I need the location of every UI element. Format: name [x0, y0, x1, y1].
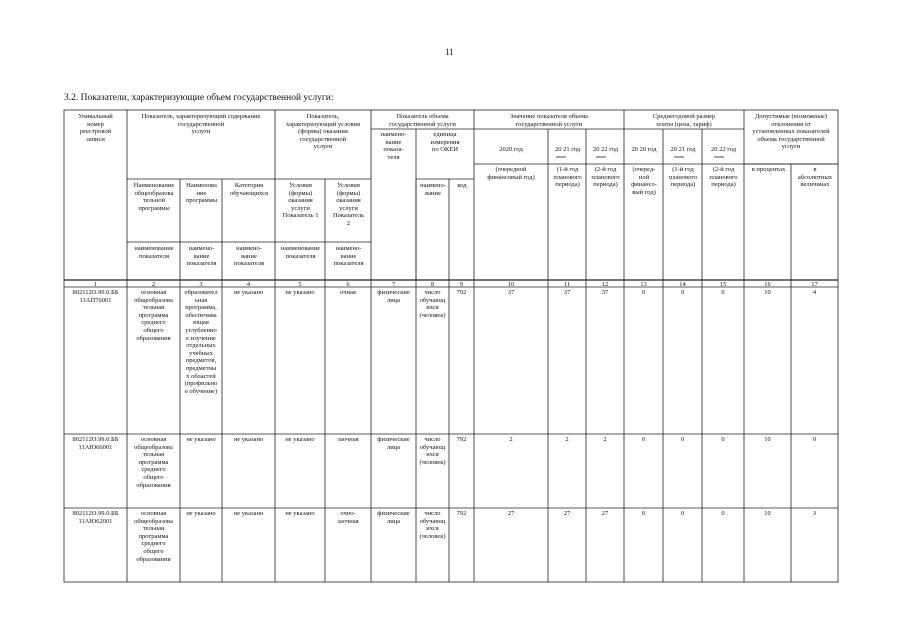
header-price-second-plan: (2-й год планового периода) — [709, 166, 738, 189]
table-cell-c12: 2 — [603, 436, 607, 443]
table-cell-c15: 0 — [721, 289, 725, 296]
table-cell-c5: не указано — [285, 510, 315, 517]
header-deviation-group: Допустимые (возможные) отклонения от установленных показателей объема государственной услуги — [752, 113, 830, 151]
table-cell-c2: основная общеобразова тельная программа среднего общего образования — [134, 289, 173, 342]
table-cell-c9: 792 — [456, 436, 467, 443]
header-year-2021: 20 21 год — [554, 146, 581, 153]
table-cell-c1: 802112О.99.0.ББ 11АЮ66001 — [72, 436, 119, 451]
header-price-group: Среднегодовой размер платы (цена, тариф) — [652, 113, 716, 128]
header-volume-group: Показатель объема государственной услуги — [389, 113, 456, 128]
table-cell-c6: очная — [340, 289, 356, 296]
column-number: 8 — [430, 281, 435, 288]
table-cell-c14: 0 — [680, 289, 685, 296]
table-cell-c12: 37 — [601, 289, 609, 296]
header-year-2022: 20 22 год — [592, 146, 619, 153]
header-price-2021: 20 21 год — [670, 146, 696, 153]
header-price-first-plan: (1-й год планового периода) — [668, 166, 698, 189]
column-number: 16 — [764, 281, 771, 288]
header-indicator-c4: наимено- вание показателя — [234, 245, 264, 268]
table-cell-c4: не указано — [233, 289, 264, 296]
table-cell-c15: 0 — [721, 510, 725, 517]
table-cell-c17: 0 — [812, 436, 817, 443]
table-cell-c12: 27 — [601, 510, 609, 517]
column-number: 14 — [679, 281, 686, 288]
header-year-2020: 2020 год — [499, 146, 523, 153]
column-number: 13 — [640, 281, 647, 288]
header-conditions-group: Показатель, характеризующий условия (формы) оказания государственной услуги — [285, 113, 360, 151]
header-indicator-c2: наименование показателя — [134, 245, 174, 260]
table-cell-c7: физические лица — [377, 289, 410, 304]
page-number: 11 — [445, 47, 454, 57]
header-indicator-c3: наимено- вание показателя — [186, 245, 217, 268]
table-cell-c1: 802112О.99.0.ББ 11АЮ62001 — [72, 510, 119, 525]
table-cell-c11: 37 — [563, 289, 571, 296]
table-cell-c3: не указано — [186, 436, 216, 443]
table-cell-c6: заочная — [337, 436, 359, 443]
table-cell-c9: 792 — [456, 289, 467, 296]
header-value-group: Значение показателя объема государственной услуги — [509, 113, 589, 128]
table-cell-c10: 2 — [509, 436, 513, 443]
column-number: 3 — [199, 281, 203, 288]
column-number: 17 — [811, 281, 818, 288]
header-next-fin-short: (очеред- ной финансо- вый год) — [631, 166, 657, 196]
header-content-group: Показатель, характеризующий содержание государственной услуги — [141, 113, 261, 136]
column-number: 11 — [563, 281, 571, 288]
section-title: 3.2. Показатели, характеризующие объем государственной услуги: — [64, 93, 334, 103]
column-number: 4 — [246, 281, 251, 288]
column-number: 15 — [719, 281, 727, 288]
column-number: 5 — [298, 281, 302, 288]
column-number: 2 — [151, 281, 156, 288]
column-number: 1 — [93, 281, 98, 288]
table-cell-c4: не указано — [233, 436, 264, 443]
table-cell-c8: число обучающ ихся (человек) — [419, 289, 446, 319]
header-abs: в абсолютных величинах — [797, 166, 833, 189]
table-cell-c16: 10 — [764, 436, 771, 443]
table-cell-c13: 0 — [641, 510, 646, 517]
header-second-plan: (2-й год планового периода) — [591, 166, 620, 189]
table-cell-c8: число обучающ ихся (человек) — [419, 510, 446, 540]
header-first-plan: (1-й год планового периода) — [553, 166, 582, 189]
table-cell-c2: основная общеобразова тельная программа среднего общего образования — [134, 510, 173, 563]
table-cell-c14: 0 — [680, 436, 685, 443]
header-c5-name: Условия (формы) оказания услуги Показатель 1 — [282, 182, 319, 220]
header-c6-name: Условия (формы) оказания услуги Показатель 2 — [332, 182, 365, 227]
table-cell-c15: 0 — [721, 436, 725, 443]
header-volume-name: наимено- вание показа- теля — [380, 131, 407, 161]
table-cell-c13: 0 — [641, 289, 646, 296]
table-cell-c16: 10 — [764, 289, 771, 296]
header-unique-number: Уникальный номер реестровой записи — [78, 113, 113, 143]
table-cell-c9: 792 — [456, 510, 467, 517]
table-cell-c16: 10 — [764, 510, 771, 517]
table-cell-c5: не указано — [285, 289, 315, 296]
column-number: 10 — [507, 281, 515, 288]
table-cell-c17: 4 — [812, 289, 817, 296]
table-cell-c11: 27 — [563, 510, 571, 517]
table-cell-c7: физические лица — [377, 510, 410, 525]
header-indicator-c5: наименование показателя — [280, 245, 321, 260]
header-price-2022: 20 22 год — [710, 146, 737, 153]
header-pct: в процентах — [751, 166, 786, 173]
table-cell-c5: не указано — [285, 436, 315, 443]
column-number: 12 — [601, 281, 609, 288]
header-indicator-c6: наимено- вание показателя — [333, 245, 364, 268]
table-cell-c3: образовател ьная программа, обеспечива ющая углубленно е изучение отдельных учебных предметов, предметны х областей (профильно е обучение) — [184, 289, 218, 395]
table-cell-c11: 2 — [565, 436, 569, 443]
table-cell-c3: не указано — [186, 510, 216, 517]
table-cell-c1: 802112О.99.0.ББ 11АП76001 — [72, 289, 119, 304]
column-number: 6 — [346, 281, 350, 288]
table-cell-c10: 27 — [507, 510, 515, 517]
table-cell-c6: очно- заочная — [337, 510, 359, 525]
column-number: 7 — [391, 281, 396, 288]
header-c4-name: Категория обучающихся — [230, 182, 268, 197]
header-next-fin: (очередной финансовый год) — [487, 166, 535, 181]
table-cell-c14: 0 — [680, 510, 685, 517]
header-price-2020: 20 20 год — [631, 146, 657, 153]
table-cell-c8: число обучающ ихся (человек) — [419, 436, 446, 466]
table-cell-c7: физические лица — [377, 436, 410, 451]
header-unit-okei: единица измерения по ОКЕИ — [430, 131, 460, 154]
header-unit-code: код — [457, 182, 467, 189]
header-c3-name: Наименова ние программы — [185, 182, 218, 205]
table-cell-c13: 0 — [641, 436, 646, 443]
table-cell-c10: 37 — [507, 289, 515, 296]
header-unit-name: наимено- вание — [420, 182, 446, 197]
table-cell-c17: 3 — [812, 510, 817, 517]
header-c2-name: Наименование общеобразова тельной программы — [133, 182, 175, 212]
table-cell-c2: основная общеобразова тельная программа среднего общего образования — [134, 436, 173, 489]
table-cell-c4: не указано — [233, 510, 264, 517]
column-number: 9 — [459, 281, 464, 288]
